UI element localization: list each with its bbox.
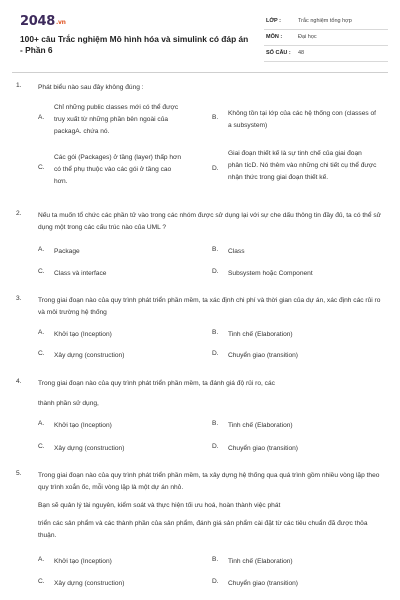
option-letter: C. — [38, 164, 45, 171]
question-3 — [16, 295, 386, 370]
option-letter: D. — [212, 350, 219, 357]
question-text-para: triển các sản phẩm và các thành phần của sản phẩm, đánh giá sản phẩm cài đặt từ các tiêu chuẩn đã được thỏa thuận. — [38, 520, 368, 539]
option-letter: D. — [212, 443, 219, 450]
option-text: Tinh chế (Elaboration) — [228, 558, 293, 565]
option-letter: C. — [38, 268, 45, 275]
option-text: Package — [54, 248, 80, 255]
question-5 — [16, 470, 386, 595]
question-text-line: thành phần sử dụng, — [38, 400, 99, 407]
option-text: Chuyển giao (transition) — [228, 352, 299, 359]
document-header — [12, 10, 388, 68]
option-text: Giai đoạn thiết kế là sự tinh chế của giai đoạn phân tícD. Nó thêm vào những chi tiết cụ thể được nhận thức trong giai đoạn thiết kế. — [228, 150, 377, 181]
document-title: 100+ câu Trắc nghiệm Mô hình hóa và simulink có đáp án - Phần 6 — [20, 34, 249, 55]
logo-suffix: .vn — [55, 19, 66, 26]
question-number: 1. — [16, 82, 22, 89]
meta-label: MÔN : — [266, 34, 283, 40]
meta-row-subject — [264, 30, 388, 46]
option-text: Class — [228, 248, 245, 255]
question-text — [38, 378, 383, 410]
option-letter: B. — [212, 556, 219, 563]
option-text: Xây dựng (construction) — [54, 352, 125, 359]
option-text: Xây dựng (construction) — [54, 580, 125, 587]
option-text: Chuyển giao (transition) — [228, 445, 299, 452]
meta-label: LỚP : — [266, 18, 281, 24]
meta-row-count — [264, 46, 388, 62]
option-letter: B. — [212, 246, 219, 253]
question-text: Phát biểu nào sau đây không đúng : — [38, 84, 144, 91]
option-letter: D. — [212, 578, 219, 585]
question-number: 2. — [16, 210, 22, 217]
question-number: 5. — [16, 470, 22, 477]
option-letter: C. — [38, 350, 45, 357]
logo-text: 2048 — [20, 14, 55, 29]
option-text: Chuyển giao (transition) — [228, 580, 299, 587]
option-letter: B. — [212, 420, 219, 427]
option-text: Tinh chế (Elaboration) — [228, 422, 293, 429]
option-text: Tinh chế (Elaboration) — [228, 331, 293, 338]
option-letter: B. — [212, 329, 219, 336]
option-letter: A. — [38, 329, 45, 336]
question-text: Trong giai đoạn nào của quy trình phát triển phần mềm, ta xác định chi phí và thời gian của dự án, xác định các rủi ro và môi trường hệ thống — [38, 297, 381, 316]
option-letter: A. — [38, 114, 45, 121]
option-letter: C. — [38, 443, 45, 450]
meta-value: 48 — [298, 50, 305, 56]
question-text-line: Trong giai đoạn nào của quy trình phát triển phần mềm, ta đánh giá độ rủi ro, các — [38, 380, 275, 387]
question-number: 4. — [16, 378, 22, 385]
option-letter: C. — [38, 578, 45, 585]
question-text-para: Bạn sẽ quản lý tài nguyên, kiểm soát và thực hiện tối ưu hoá, hoàn thành việc phát — [38, 502, 281, 509]
option-text: Không tồn tại lớp của các hệ thống con (classes of a subsystem) — [228, 110, 377, 129]
option-text: Các gói (Packages) ở tầng (layer) thấp hơn có thể phụ thuộc vào các gói ở tầng cao hơn. — [54, 154, 182, 185]
option-letter: D. — [212, 268, 219, 275]
meta-table — [264, 14, 388, 62]
question-2 — [16, 210, 386, 290]
meta-value: Đại học — [298, 34, 317, 40]
meta-row-class — [264, 14, 388, 30]
question-1 — [16, 82, 386, 202]
option-text: Xây dựng (construction) — [54, 445, 125, 452]
question-text-para: Trong giai đoạn nào của quy trình phát triển phần mềm, ta xây dựng hệ thống qua quá trình gồm nhiều vòng lặp theo quy trình xoắn ốc, mỗi vòng lặp là một dự án nhỏ. — [38, 472, 380, 491]
option-text: Khởi tạo (Inception) — [54, 558, 112, 565]
option-letter: A. — [38, 556, 45, 563]
option-text: Class và interface — [54, 270, 107, 277]
option-letter: A. — [38, 420, 45, 427]
option-text: Khởi tạo (Inception) — [54, 422, 112, 429]
option-text: Chỉ những public classes mới có thể được truy xuất từ những phần bên ngoài của packagA. chứa nó. — [54, 104, 179, 135]
option-letter: B. — [212, 114, 219, 121]
meta-label: SỐ CÂU : — [266, 50, 291, 56]
question-number: 3. — [16, 295, 22, 302]
question-text: Nếu ta muốn tổ chức các phần tử vào trong các nhóm được sử dụng lại với sự che dấu thông tin đầy đủ, ta có thể sử dụng một trong các cấu trúc nào của UML ? — [38, 212, 382, 231]
header-divider — [12, 72, 388, 73]
option-letter: A. — [38, 246, 45, 253]
option-letter: D. — [212, 165, 219, 172]
question-4 — [16, 378, 386, 463]
question-text — [38, 470, 383, 542]
meta-value: Trắc nghiệm tổng hợp — [298, 18, 352, 24]
site-logo[interactable] — [20, 14, 66, 29]
option-text: Khởi tạo (Inception) — [54, 331, 112, 338]
option-text: Subsystem hoặc Component — [228, 270, 313, 277]
